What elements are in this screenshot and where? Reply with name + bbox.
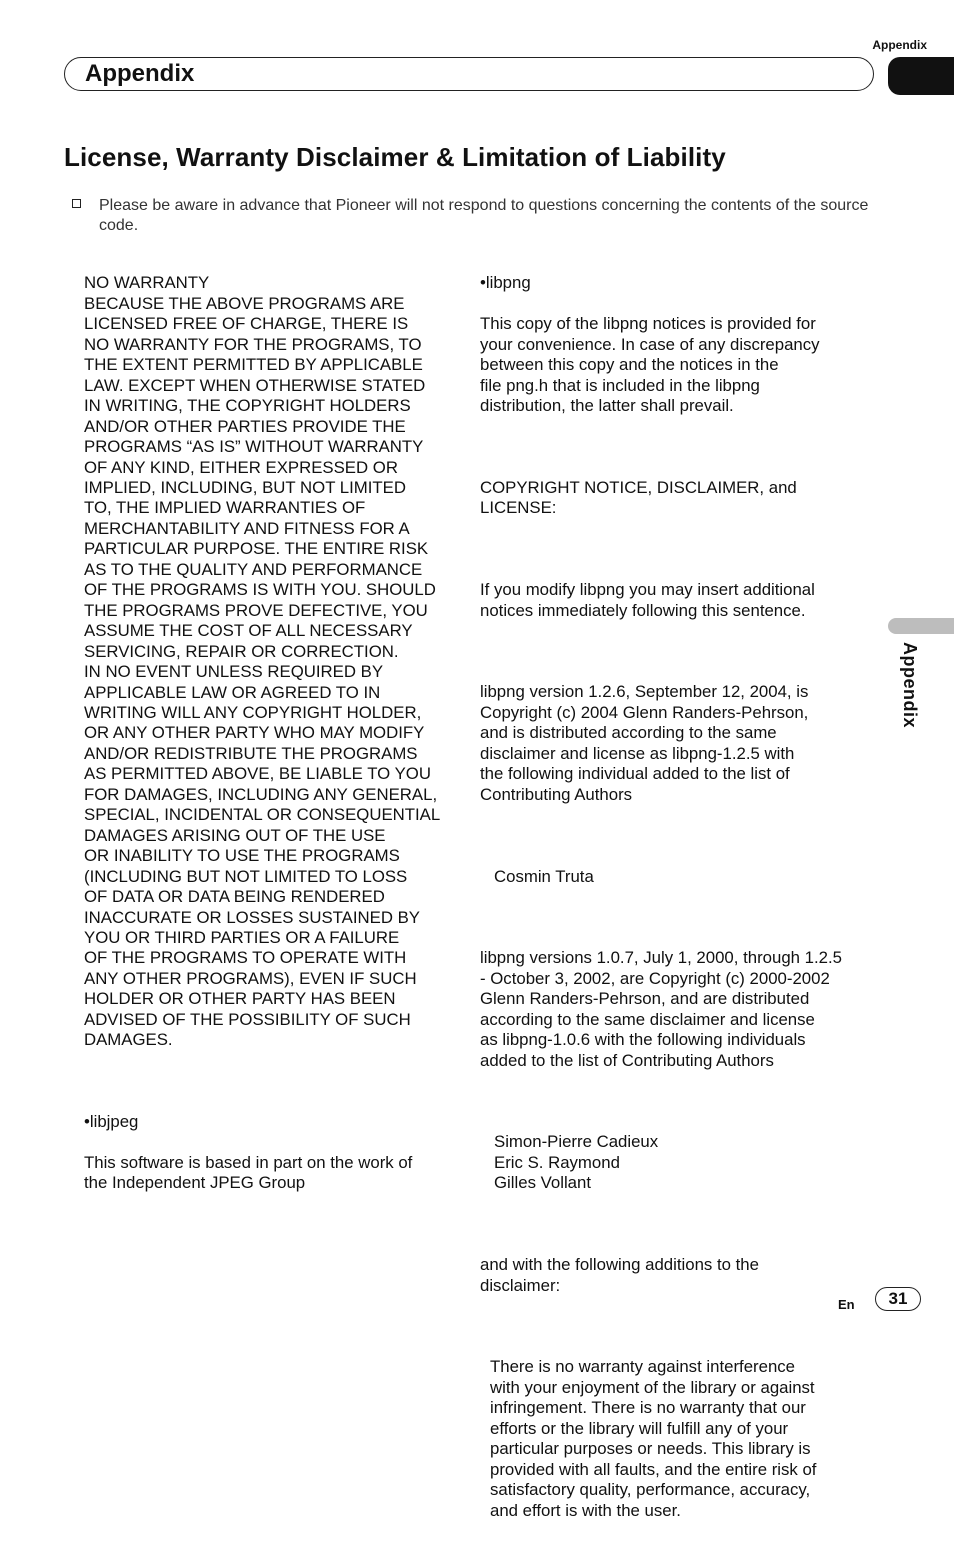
libpng-paragraph-1: This copy of the libpng notices is provided for your convenience. In case of any discrepancy between this copy and the notices in the file png.h that is included in the libpng distribution, the latter shall prevail.: [480, 314, 820, 416]
language-code: En: [838, 1297, 855, 1312]
libjpeg-text: This software is based in part on the work of the Independent JPEG Group: [84, 1152, 413, 1193]
side-tab-label: Appendix: [900, 642, 920, 729]
libjpeg-heading: •libjpeg: [84, 1112, 139, 1132]
left-column: [84, 253, 469, 1214]
libpng-paragraph-5: libpng versions 1.0.7, July 1, 2000, through 1.2.5 - October 3, 2002, are Copyright (c) 2000-2002 Glenn Randers-Pehrson, and are distributed according to the same disclaimer and license as libpng-1.0.6 with the following individuals added to the list of Contributing Authors: [480, 948, 842, 1070]
running-header: Appendix: [872, 38, 927, 52]
libpng-paragraph-2: COPYRIGHT NOTICE, DISCLAIMER, and LICENSE:: [480, 477, 797, 518]
side-tab-marker: [888, 618, 954, 634]
libpng-paragraph-4: libpng version 1.2.6, September 12, 2004, is Copyright (c) 2004 Glenn Randers-Pehrson, and is distributed according to the same disclaimer and license as libpng-1.2.5 with the following individual added to the list of Contributing Authors: [480, 682, 809, 804]
libpng-paragraph-3: If you modify libpng you may insert additional notices immediately following this sentence.: [480, 580, 815, 620]
contributing-author: Cosmin Truta: [494, 866, 594, 886]
libpng-disclaimer-addition: There is no warranty against interference with your enjoyment of the library or against infringement. There is no warranty that our efforts or the library will fulfill any of your particular purposes or needs. This library is provided with all faults, and the entire risk of satisfactory quality, performance, accuracy, and effort is with the user.: [490, 1357, 817, 1520]
no-warranty-text: NO WARRANTY BECAUSE THE ABOVE PROGRAMS ARE LICENSED FREE OF CHARGE, THERE IS NO WARRANTY FOR THE PROGRAMS, TO THE EXTENT PERMITTED BY APPLICABLE LAW. EXCEPT WHEN OTHERWISE STATED IN WRITING, THE COPYRIGHT HOLDERS AND/OR OTHER PARTIES PROVIDE THE PROGRAMS “AS IS” WITHOUT WARRANTY OF ANY KIND, EITHER EXPRESSED OR IMPLIED, INCLUDING, BUT NOT LIMITED TO, THE IMPLIED WARRANTIES OF MERCHANTABILITY AND FITNESS FOR A PARTICULAR PURPOSE. THE ENTIRE RISK AS TO THE QUALITY AND PERFORMANCE OF THE PROGRAMS IS WITH YOU. SHOULD THE PROGRAMS PROVE DEFECTIVE, YOU ASSUME THE COST OF ALL NECESSARY SERVICING, REPAIR OR CORRECTION. IN NO EVENT UNLESS REQUIRED BY APPLICABLE LAW OR AGREED TO IN WRITING WILL ANY COPYRIGHT HOLDER, OR ANY OTHER PARTY WHO MAY MODIFY AND/OR REDISTRIBUTE THE PROGRAMS AS PERMITTED ABOVE, BE LIABLE TO YOU FOR DAMAGES, INCLUDING ANY GENERAL, SPECIAL, INCIDENTAL OR CONSEQUENTIAL DAMAGES ARISING OUT OF THE USE OR INABILITY TO USE THE PROGRAMS (INCLUDING BUT NOT LIMITED TO LOSS OF DATA OR DATA BEING RENDERED INACCURATE OR LOSSES SUSTAINED BY YOU OR THIRD PARTIES OR A FAILURE OF THE PROGRAMS TO OPERATE WITH ANY OTHER PROGRAMS), EVEN IF SUCH HOLDER OR OTHER PARTY HAS BEEN ADVISED OF THE POSSIBILITY OF SUCH DAMAGES.: [84, 273, 441, 1050]
libpng-paragraph-6: and with the following additions to the disclaimer:: [480, 1255, 759, 1295]
section-header-bar: [64, 57, 874, 91]
libpng-heading: •libpng: [480, 273, 531, 293]
section-title: Appendix: [85, 60, 195, 87]
section-tab-marker: [888, 57, 954, 95]
page-number: 31: [875, 1287, 921, 1311]
page-title: License, Warranty Disclaimer & Limitation of Liability: [64, 142, 726, 172]
note-checkbox-icon: [72, 199, 81, 208]
note-text: Please be aware in advance that Pioneer will not respond to questions concerning the contents of the source code.: [99, 197, 869, 235]
right-column: [480, 253, 865, 1541]
contributing-authors-list: Simon-Pierre Cadieux Eric S. Raymond Gilles Vollant: [494, 1132, 659, 1193]
